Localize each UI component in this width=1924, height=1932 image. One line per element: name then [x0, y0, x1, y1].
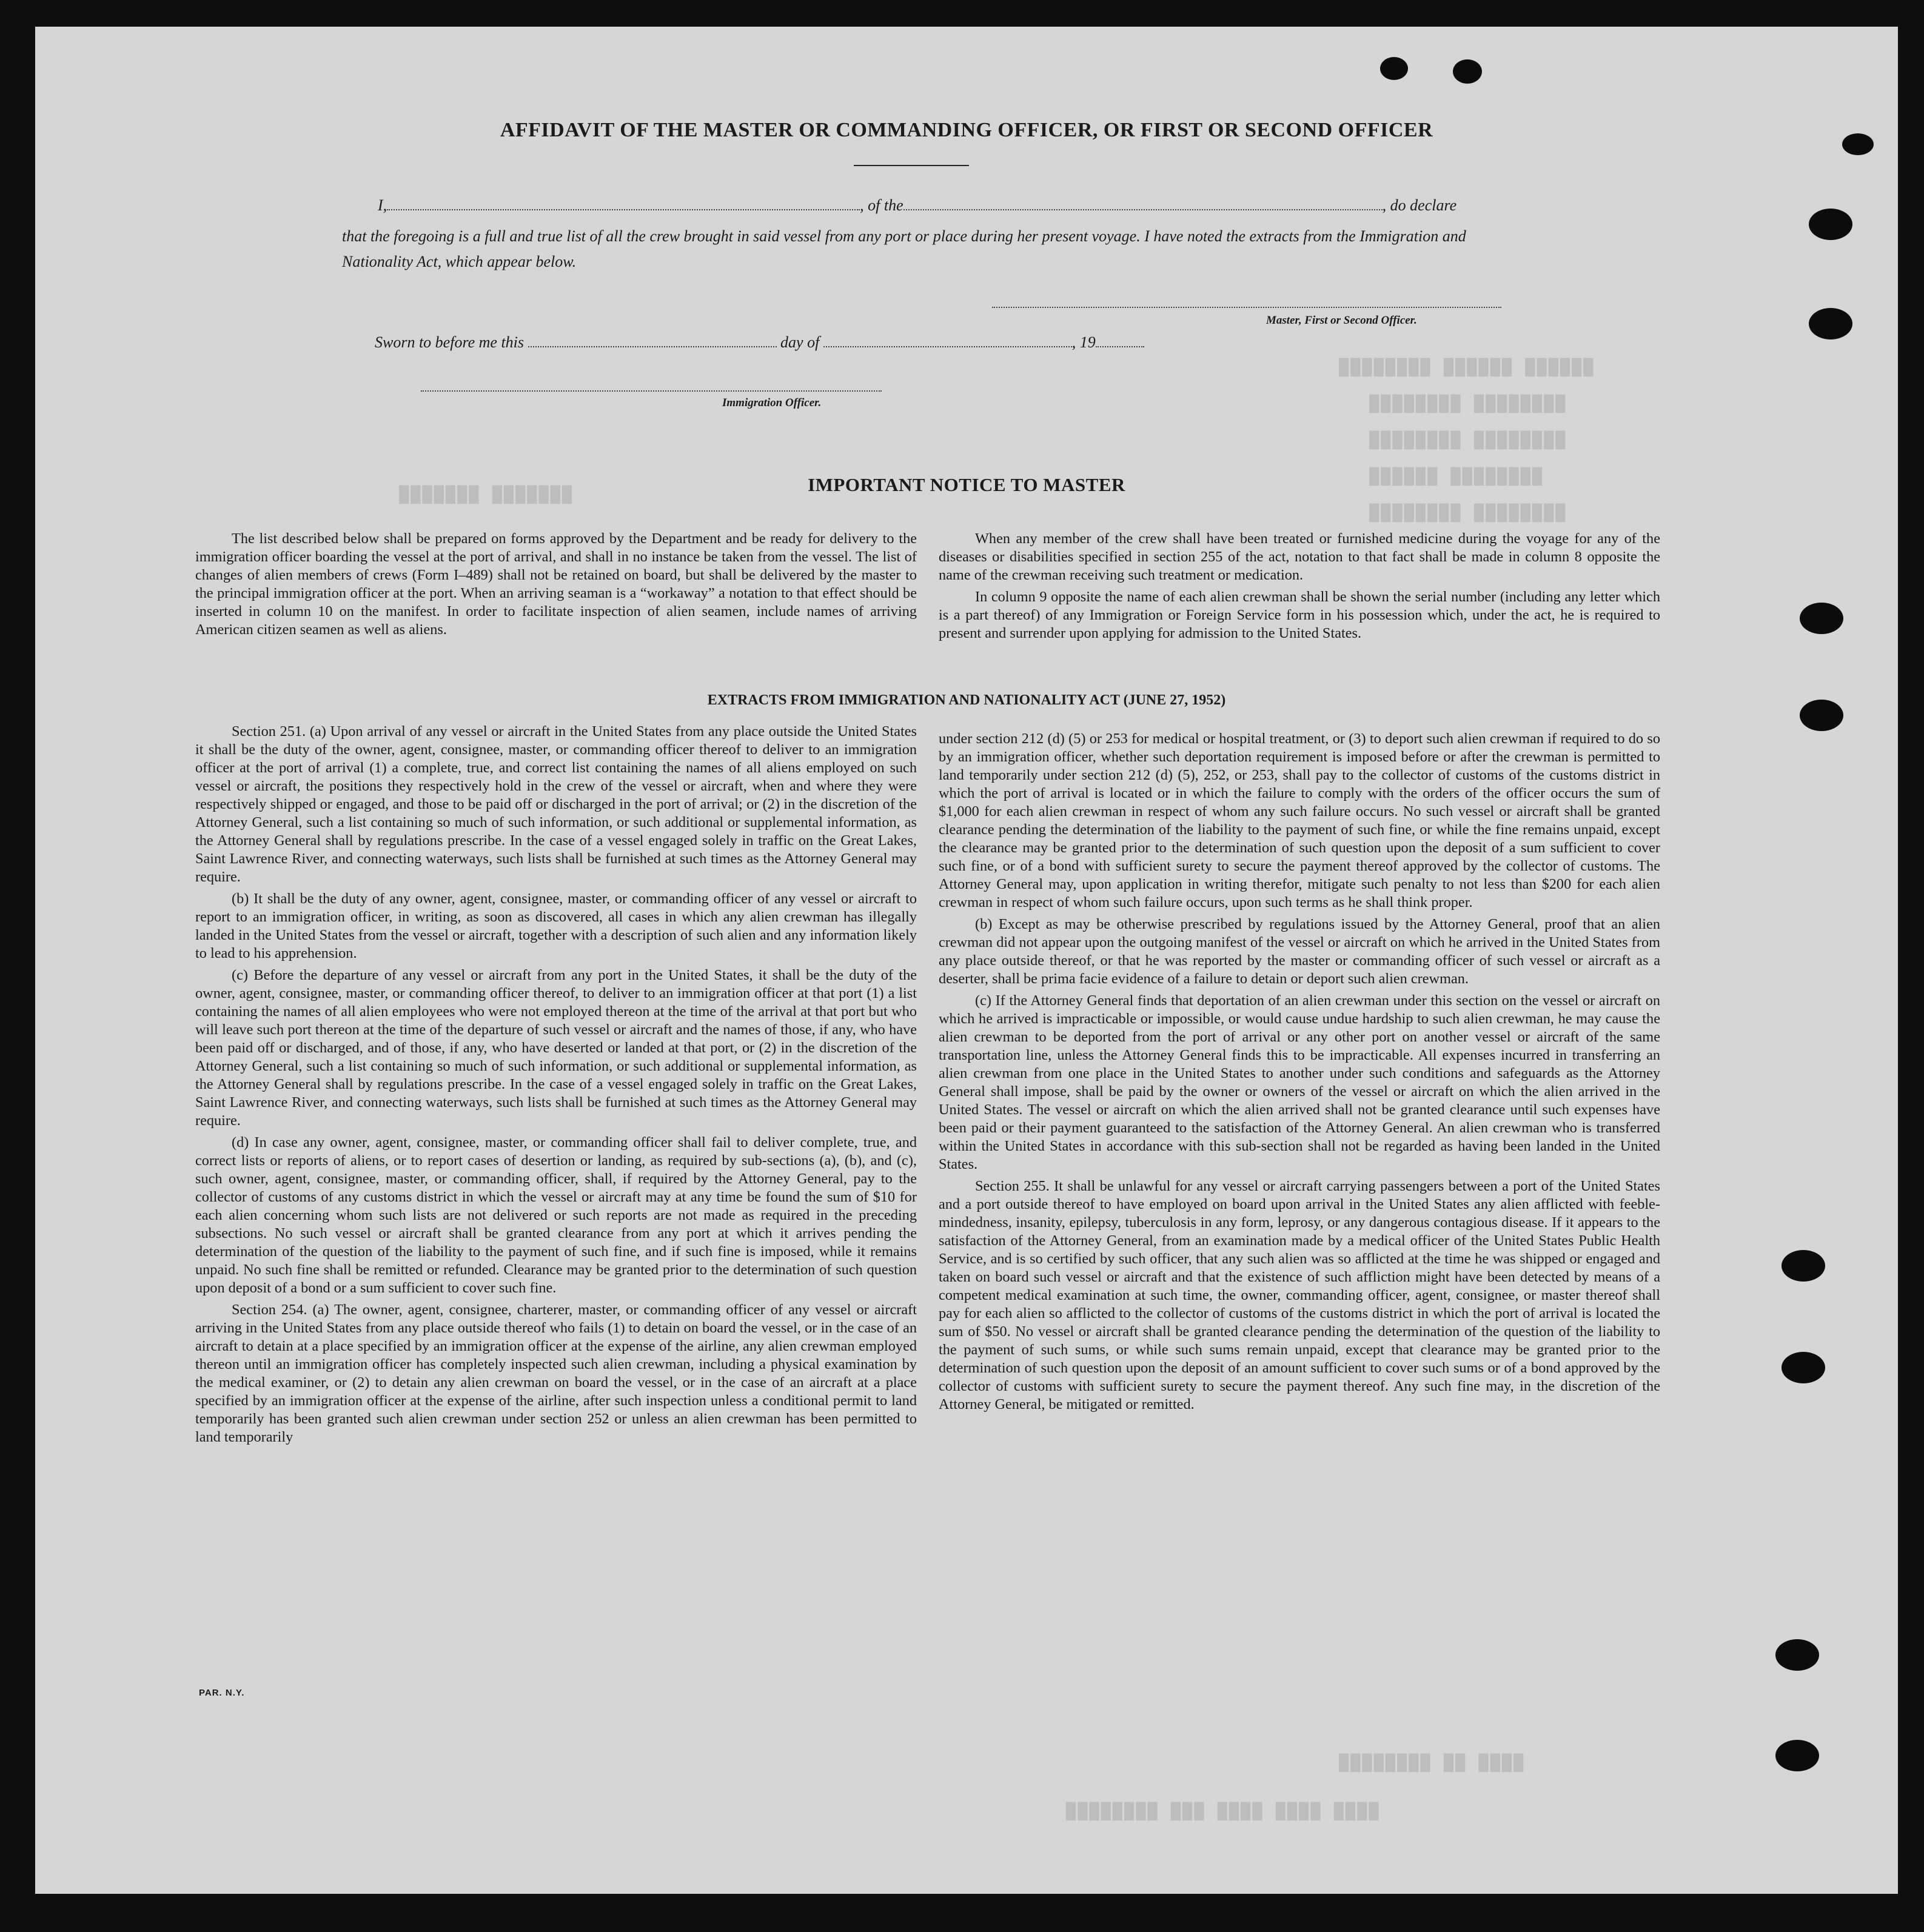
immigration-officer-signature-line[interactable] [421, 390, 882, 392]
affidavit-title: AFFIDAVIT OF THE MASTER OR COMMANDING OFFICER, OR FIRST OR SECOND OFFICER [500, 119, 1433, 141]
bleed-through-line: ██████ ████████ [1369, 468, 1544, 486]
section-255: Section 255. It shall be unlawful for any vessel or aircraft carrying passengers between a port of the United States and a port outside thereof to have employed on board upon arrival in the United States any alien afflicted with feeble-mindedness, insanity, epilepsy, tuberculosis in any form, leprosy, or any dangerous contagious disease. If it appears to the satisfaction of the Attorney General, from an examination made by a medical officer of the United States Public Health Service, and is so certified by such officer, that any such alien was so afflicted at the time he was shipped or engaged and taken on board such vessel or aircraft and that the existence of such affliction might have been detected by means of a competent medical examination at such time, the owner, commanding officer, agent, consignee, or master thereof shall pay for each alien so afflicted to the collector of customs of the customs district in which the port of arrival is located the sum of $50. No vessel or aircraft shall be granted clearance pending the determination of the question of the liability to the payment of such sums, or while such sums remain unpaid, except that clearance may be granted prior to the determination of such question upon the deposit of an amount sufficient to cover such sums or of a bond approved by the collector of customs with sufficient surety to secure the payment thereof. Any such fine may, in the discretion of the Attorney General, be mitigated or remitted. [939, 1178, 1660, 1412]
bleed-through-line: ████████ ████████ [1369, 432, 1567, 450]
punch-hole-8 [1775, 1740, 1819, 1771]
section-251-b: (b) It shall be the duty of any owner, agent, consignee, master, or commanding officer of any vessel or aircraft to report to an immigration officer, in writing, as soon as discovered, all cases in which any alien crewman has illegally landed in the United States from the vessel or aircraft, together with a description of such alien and any information likely to lead to his apprehension. [195, 891, 917, 961]
punch-hole-top-2 [1453, 59, 1482, 84]
declarant-name-field[interactable] [387, 209, 860, 210]
punch-hole-top-1 [1380, 57, 1408, 80]
punch-hole-2 [1809, 308, 1852, 339]
section-251-a: Section 251. (a) Upon arrival of any vessel or aircraft in the United States from any place outside the United States it shall be the duty of the owner, agent, consignee, master, or commanding officer thereof to deliver to an immigration officer at the port of arrival (1) a complete, true, and correct list containing the names of all aliens employed on such vessel or aircraft, the positions they respectively hold in the crew of the vessel or aircraft, when and where they were respectively shipped or engaged, and those to be paid off or discharged in the port of arrival; or (2) in the discretion of the Attorney General, such a list containing so much of such information, or such additional or supplemental information, as the Attorney General shall by regulations prescribe. In the case of a vessel engaged solely in traffic on the Great Lakes, Saint Lawrence River, and connecting waterways, such lists shall be furnished at such times as the Attorney General may require. [195, 723, 917, 885]
section-254-c: (c) If the Attorney General finds that deportation of an alien crewman under this section on the vessel or aircraft on which he arrived is impracticable or impossible, or would cause undue hardship to such alien crewman, he may cause the alien crewman to be deported from the port of arrival or any other port on another vessel or aircraft of the same transportation line, unless the Attorney General finds this to be impracticable. All expenses incurred in transferring an alien crewman from one place in the United States to another under such conditions and safeguards as the Attorney General shall impose, shall be paid by the owner or owners of the vessel or aircraft on which the alien arrived in the United States. The vessel or aircraft on which the alien arrived shall not be granted clearance until such expenses have been paid or their payment guaranteed to the satisfaction of the Attorney General. An alien crewman who is transferred within the United States in accordance with this sub-section shall not be regarded as having been landed in the United States. [939, 992, 1660, 1172]
extracts-title: EXTRACTS FROM IMMIGRATION AND NATIONALITY ACT (JUNE 27, 1952) [707, 692, 1226, 708]
punch-hole-5 [1782, 1250, 1825, 1282]
extracts-left-column [195, 723, 917, 1450]
bleed-through-line: ███████ ███████ [399, 486, 574, 504]
declare-of-the-text: , of the [860, 196, 903, 214]
notice-right-paragraph-1: When any member of the crew shall have been treated or furnished medicine during the voyage for any of the diseases or disabilities specified in section 255 of the act, notation to that fact shall be made in column 8 opposite the name of the crewman receiving such treatment or medication. [939, 530, 1660, 583]
punch-hole-6 [1782, 1352, 1825, 1383]
section-254-a: Section 254. (a) The owner, agent, consignee, charterer, master, or commanding officer of any vessel or aircraft arriving in the United States from any place outside thereof who fails (1) to detain on board the vessel, or in the case of an aircraft to detain at a place specified by an immigration officer at the expense of the airline, any alien crewman employed thereon until an immigration officer has completely inspected such alien crewman, including a physical examination by the medical examiner, or (2) to detain any alien crewman on board the vessel, or in the case of an aircraft at a place specified by an immigration officer at the expense of the airline, after such inspection unless a conditional permit to land temporarily has been granted such alien crewman under section 252 or unless an alien crewman has been permitted to land temporarily [195, 1302, 917, 1445]
notice-title: IMPORTANT NOTICE TO MASTER [808, 474, 1125, 495]
section-254-a-continued: under section 212 (d) (5) or 253 for medical or hospital treatment, or (3) to deport such alien crewman if required to do so by an immigration officer, whether such deportation requirement is imposed before or after the crewman is permitted to land temporarily under section 212 (d) (5), 252, or 253, shall pay to the collector of customs of the customs district in which the port of arrival is located or in which the failure to comply with the orders of the officer occurs the sum of $1,000 for each alien crewman in respect of whom any such failure occurs. No such vessel or aircraft shall be granted clearance pending the determination of the liability to the payment of such fine, or while the fine remains unpaid, except the clearance may be granted prior to the determination of such question upon the deposit of a sum sufficient to cover such fine, or of a bond with sufficient surety to secure the payment thereof approved by the collector of customs. The Attorney General may, upon application in writing therefor, mitigate such penalty to not less than $200 for each alien crewman in respect of whom such failure occurs, upon such terms as he shall think proper. [939, 730, 1660, 911]
bleed-through-line: ████████ ██████ ██████ [1339, 359, 1595, 377]
master-signature-label: Master, First or Second Officer. [1266, 314, 1417, 327]
declaration-line [378, 196, 1456, 215]
vessel-name-field[interactable] [903, 209, 1383, 210]
sworn-year-text: , 19 [1071, 333, 1096, 351]
notice-right-paragraph-2: In column 9 opposite the name of each alien crewman shall be shown the serial number (including any letter which is a part thereof) of any Immigration or Foreign Service form in his possession which, under the act, he is required to present and surrender upon applying for admission to the United States. [939, 589, 1660, 641]
sworn-line [375, 333, 1144, 352]
declare-i-text: I, [378, 196, 387, 214]
section-251-d: (d) In case any owner, agent, consignee, master, or commanding officer shall fail to deliver complete, true, and correct lists or reports of aliens, or to report cases of desertion or landing, as required by sub-sections (a), (b), and (c), such owner, agent, consignee, master, or commanding officer, shall, if required by the Attorney General, pay to the collector of customs of any customs district in which the vessel or aircraft may at any time be found the sum of $10 for each alien concerning whom such lists are not delivered or such reports are not made as required in the preceding subsections. No such vessel or aircraft shall be granted clearance from any port at which it arrives pending the determination of the question of the liability to the payment of such fine, and if such fine is imposed, while it remains unpaid. No such fine shall be remitted or refunded. Clearance may be granted prior to the determination of such question upon deposit of a bond or a sum sufficient to cover such fine. [195, 1134, 917, 1296]
bleed-through-line: ████████ ██ ████ [1339, 1754, 1526, 1773]
section-254-b: (b) Except as may be otherwise prescribed by regulations issued by the Attorney General, proof that an alien crewman did not appear upon the outgoing manifest of the vessel or aircraft on which he arrived in the United States from any place outside thereof, or that he was reported by the master or commanding officer of such vessel or aircraft as a deserter, shall be prima facie evidence of a failure to detain or deport such alien crewman. [939, 916, 1660, 987]
section-251-c: (c) Before the departure of any vessel or aircraft from any port in the United States, it shall be the duty of the owner, agent, consignee, master, or commanding officer thereof, to deliver to an immigration officer at that port (1) a list containing the names of all alien employees who were not employed thereon at the time of the arrival at that port but who will leave such port thereon at the time of the departure of such vessel or aircraft and the names of those, if any, who have been paid off or discharged, and of those, if any, who have deserted or landed at that port, or (2) in the discretion of the Attorney General, such a list containing so much of such information, or such additional or supplemental information, as the Attorney General shall by regulations prescribe. In the case of a vessel engaged solely in traffic on the Great Lakes, Saint Lawrence River, and connecting waterways, such lists shall be furnished at such times as the Attorney General may require. [195, 967, 917, 1129]
master-signature-line[interactable] [992, 307, 1501, 308]
punch-hole-3 [1800, 603, 1843, 634]
title-rule [854, 165, 969, 166]
notice-right-column [939, 530, 1660, 646]
affidavit-statement: that the foregoing is a full and true list of all the crew brought in said vessel from any port or place during her present voyage. I have noted the extracts from the Immigration and Nationality Act, which appear below. [342, 227, 1466, 270]
extracts-right-column [939, 730, 1660, 1417]
sworn-day-field[interactable] [528, 346, 777, 347]
punch-hole-7 [1775, 1639, 1819, 1671]
sworn-day-of-text: day of [780, 333, 820, 351]
bleed-through-line: ████████ ███ ████ ████ ████ [1066, 1803, 1381, 1821]
sworn-prefix-text: Sworn to before me this [375, 333, 525, 351]
notice-left-column [195, 530, 917, 643]
sworn-month-field[interactable] [823, 346, 1072, 347]
punch-hole-1 [1809, 209, 1852, 240]
notice-left-paragraph: The list described below shall be prepared on forms approved by the Department and be ready for delivery to the immigration officer boarding the vessel at the port of arrival, and shall in no instance be taken from the vessel. The list of changes of alien members of crews (Form I–489) shall not be retained on board, but shall be delivered by the master to the principal immigration officer at the port. When an arriving seaman is a “workaway” a notation to that effect should be inserted in column 10 on the manifest. In order to facilitate inspection of alien seamen, include names of arriving American citizen seamen as well as aliens. [195, 530, 917, 638]
bleed-through-line: ████████ ████████ [1369, 504, 1567, 523]
print-mark: PAR. N.Y. [199, 1688, 245, 1698]
sworn-year-field[interactable] [1096, 346, 1144, 347]
declare-do-text: , do declare [1382, 196, 1457, 214]
bleed-through-line: ████████ ████████ [1369, 395, 1567, 413]
document-sheet [35, 27, 1898, 1894]
immigration-officer-label: Immigration Officer. [722, 396, 822, 409]
